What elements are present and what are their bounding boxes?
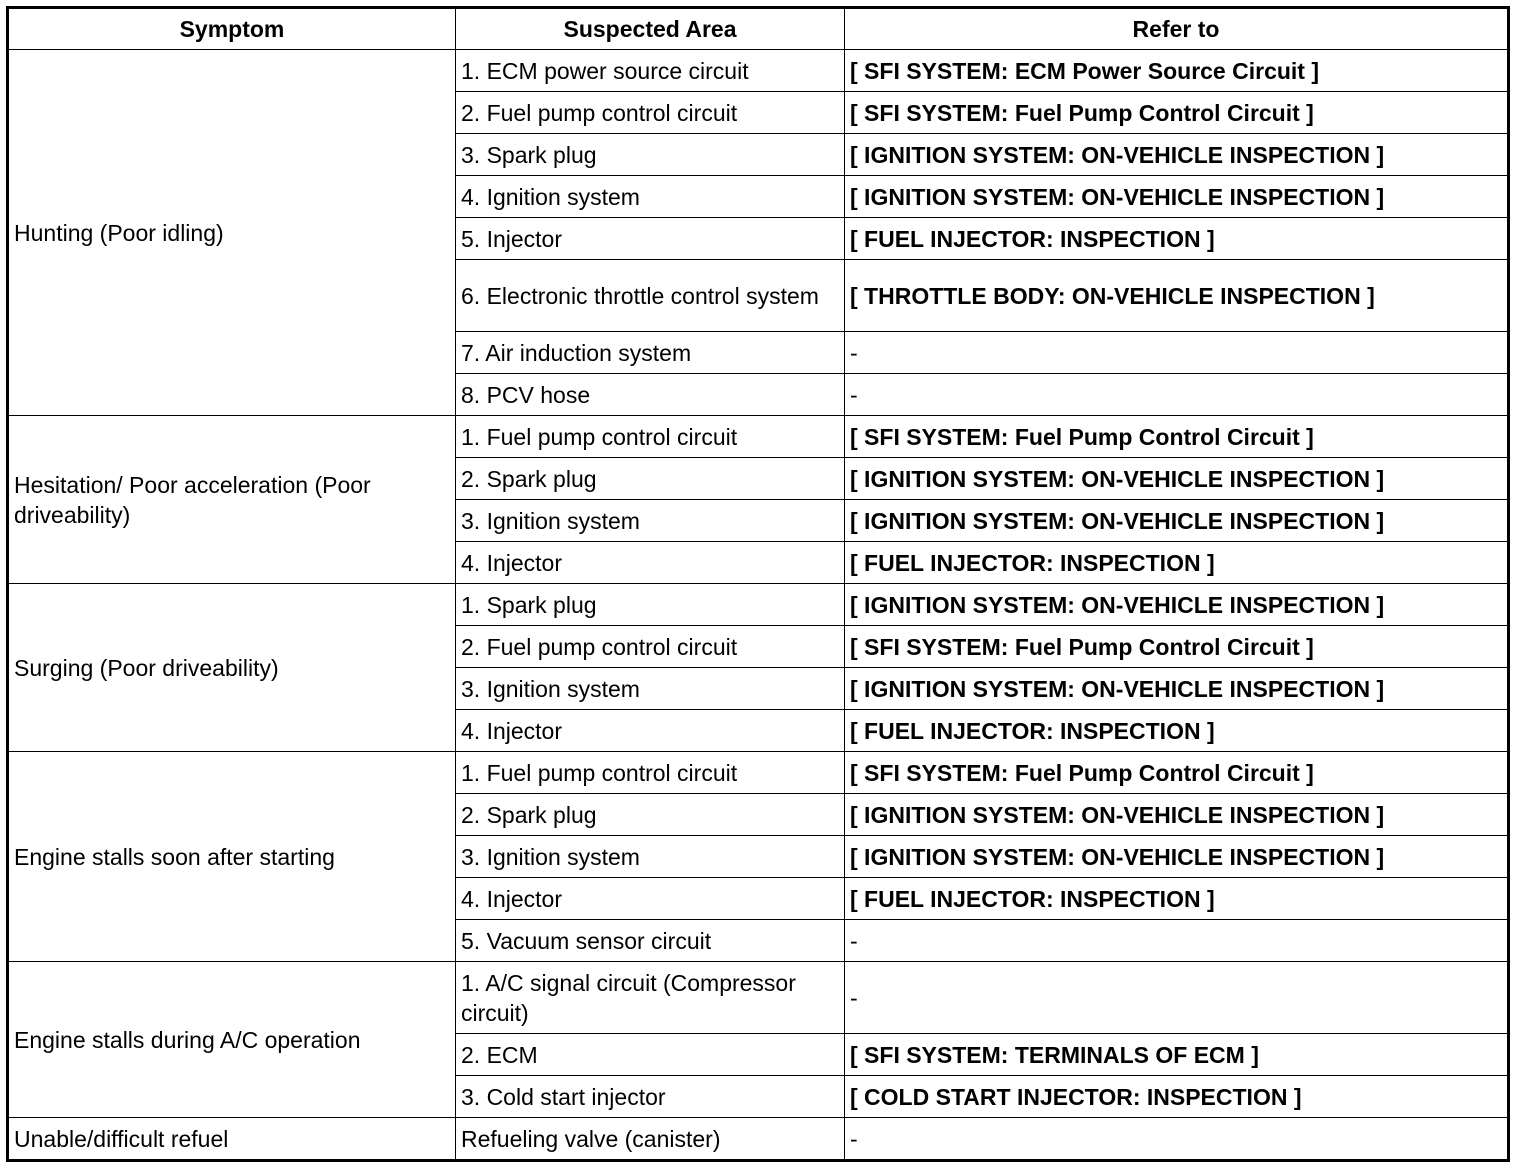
table-row [8,416,1509,458]
refer-to-link[interactable]: [ FUEL INJECTOR: INSPECTION ] [845,542,1509,584]
refer-to-cell: - [845,1118,1509,1161]
suspected-area-cell: 1. Fuel pump control circuit [456,752,845,794]
refer-to-link[interactable]: [ IGNITION SYSTEM: ON-VEHICLE INSPECTION ] [845,668,1509,710]
refer-to-cell: - [845,920,1509,962]
refer-to-link[interactable]: [ SFI SYSTEM: Fuel Pump Control Circuit ] [845,752,1509,794]
suspected-area-cell: Refueling valve (canister) [456,1118,845,1161]
refer-to-link[interactable]: [ SFI SYSTEM: Fuel Pump Control Circuit ] [845,626,1509,668]
suspected-area-cell: 4. Injector [456,878,845,920]
symptom-cell: Hunting (Poor idling) [8,50,456,416]
refer-to-link[interactable]: [ SFI SYSTEM: TERMINALS OF ECM ] [845,1034,1509,1076]
refer-to-link[interactable]: [ IGNITION SYSTEM: ON-VEHICLE INSPECTION ] [845,176,1509,218]
suspected-area-cell: 1. Fuel pump control circuit [456,416,845,458]
refer-to-link[interactable]: [ IGNITION SYSTEM: ON-VEHICLE INSPECTION ] [845,458,1509,500]
refer-to-cell: - [845,332,1509,374]
suspected-area-cell: 3. Ignition system [456,836,845,878]
symptom-cell: Surging (Poor driveability) [8,584,456,752]
troubleshooting-table [6,6,1510,1162]
suspected-area-cell: 3. Ignition system [456,500,845,542]
refer-to-link[interactable]: [ FUEL INJECTOR: INSPECTION ] [845,710,1509,752]
table-row [8,584,1509,626]
refer-to-link[interactable]: [ FUEL INJECTOR: INSPECTION ] [845,878,1509,920]
refer-to-link[interactable]: [ THROTTLE BODY: ON-VEHICLE INSPECTION ] [845,260,1509,332]
table-body [8,50,1509,1161]
suspected-area-column-header: Suspected Area [456,8,845,50]
symptom-cell: Unable/difficult refuel [8,1118,456,1161]
suspected-area-cell: 6. Electronic throttle control system [456,260,845,332]
table-header [8,8,1509,50]
refer-to-link[interactable]: [ IGNITION SYSTEM: ON-VEHICLE INSPECTION ] [845,836,1509,878]
symptom-cell: Hesitation/ Poor acceleration (Poor driveability) [8,416,456,584]
refer-to-link[interactable]: [ SFI SYSTEM: Fuel Pump Control Circuit ] [845,92,1509,134]
refer-to-link[interactable]: [ SFI SYSTEM: Fuel Pump Control Circuit ] [845,416,1509,458]
refer-to-link[interactable]: [ IGNITION SYSTEM: ON-VEHICLE INSPECTION ] [845,134,1509,176]
suspected-area-cell: 2. Fuel pump control circuit [456,626,845,668]
suspected-area-cell: 5. Vacuum sensor circuit [456,920,845,962]
symptom-cell: Engine stalls soon after starting [8,752,456,962]
suspected-area-cell: 4. Injector [456,710,845,752]
suspected-area-cell: 7. Air induction system [456,332,845,374]
refer-to-column-header: Refer to [845,8,1509,50]
refer-to-cell: - [845,374,1509,416]
header-row [8,8,1509,50]
suspected-area-cell: 4. Ignition system [456,176,845,218]
suspected-area-cell: 4. Injector [456,542,845,584]
symptom-column-header: Symptom [8,8,456,50]
suspected-area-cell: 2. ECM [456,1034,845,1076]
suspected-area-cell: 2. Spark plug [456,794,845,836]
symptom-cell: Engine stalls during A/C operation [8,962,456,1118]
suspected-area-cell: 1. Spark plug [456,584,845,626]
suspected-area-cell: 2. Fuel pump control circuit [456,92,845,134]
table-row [8,962,1509,1034]
suspected-area-cell: 3. Cold start injector [456,1076,845,1118]
refer-to-cell: - [845,962,1509,1034]
table-row [8,1118,1509,1161]
suspected-area-cell: 2. Spark plug [456,458,845,500]
refer-to-link[interactable]: [ SFI SYSTEM: ECM Power Source Circuit ] [845,50,1509,92]
refer-to-link[interactable]: [ IGNITION SYSTEM: ON-VEHICLE INSPECTION ] [845,584,1509,626]
suspected-area-cell: 3. Ignition system [456,668,845,710]
refer-to-link[interactable]: [ IGNITION SYSTEM: ON-VEHICLE INSPECTION ] [845,500,1509,542]
suspected-area-cell: 8. PCV hose [456,374,845,416]
refer-to-link[interactable]: [ COLD START INJECTOR: INSPECTION ] [845,1076,1509,1118]
suspected-area-cell: 5. Injector [456,218,845,260]
suspected-area-cell: 1. A/C signal circuit (Compressor circuit) [456,962,845,1034]
refer-to-link[interactable]: [ FUEL INJECTOR: INSPECTION ] [845,218,1509,260]
refer-to-link[interactable]: [ IGNITION SYSTEM: ON-VEHICLE INSPECTION ] [845,794,1509,836]
suspected-area-cell: 1. ECM power source circuit [456,50,845,92]
table-row [8,752,1509,794]
table-row [8,50,1509,92]
suspected-area-cell: 3. Spark plug [456,134,845,176]
